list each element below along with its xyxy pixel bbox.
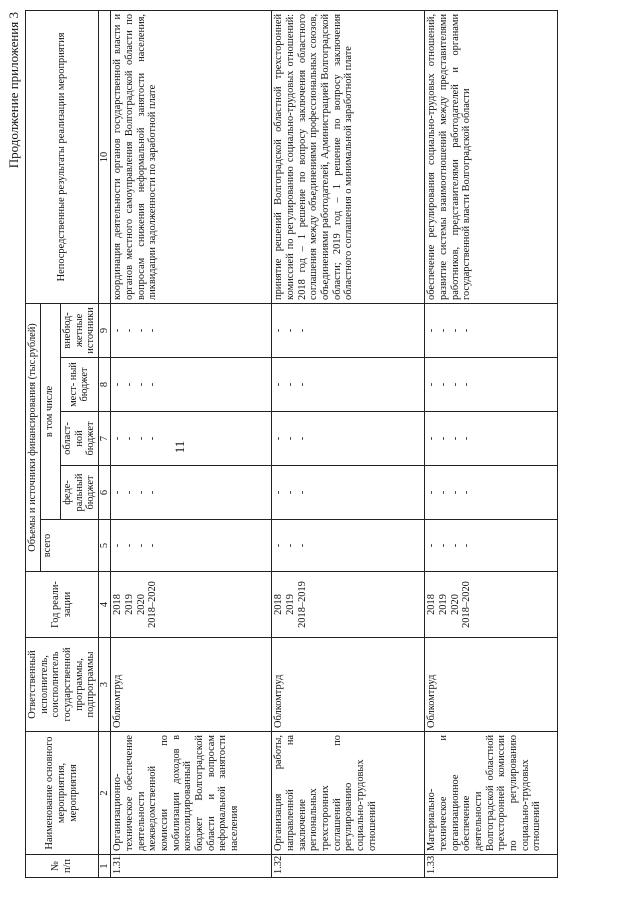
local-cell — [111, 358, 272, 412]
header-in-that-number: в том числе — [40, 303, 60, 519]
amount-value: - — [147, 436, 159, 441]
year-value: 2019 — [438, 594, 450, 615]
federal-cell — [272, 466, 425, 520]
column-number: 6 — [98, 466, 111, 520]
amount-value: - — [438, 382, 450, 387]
header-total: всего — [40, 520, 98, 572]
federal-cell — [425, 466, 558, 520]
years-cell — [272, 572, 425, 638]
amount-value: - — [135, 543, 147, 548]
amount-value: - — [285, 436, 297, 441]
column-number: 9 — [98, 303, 111, 357]
header-regional: област- ной бюджет — [60, 412, 98, 466]
amount-value: - — [124, 328, 136, 333]
amount-value: - — [426, 490, 438, 495]
table-row — [425, 10, 558, 877]
column-number: 4 — [98, 572, 111, 638]
amount-value: - — [438, 436, 450, 441]
header-funding-group: Объемы и источники финансирования (тыс.рублей) — [26, 303, 41, 571]
year-value: 2019 — [285, 594, 297, 615]
local-cell — [425, 358, 558, 412]
amount-value: - — [124, 382, 136, 387]
column-number: 3 — [98, 638, 111, 732]
continuation-label: Продолжение приложения 3 — [6, 12, 21, 169]
amount-value: - — [112, 328, 124, 333]
amount-value: - — [426, 543, 438, 548]
activity-result: обеспечение регулирования социально-трудовых отношений, развитие системы взаимоотношений между представителями работников, представителями работодателей и органами государственной власти Волгоградской области — [425, 10, 558, 303]
amount-value: - — [112, 382, 124, 387]
amount-value: - — [296, 382, 308, 387]
executor: Облкомтруд — [272, 638, 425, 732]
amount-value: - — [461, 382, 473, 387]
table-row — [272, 10, 425, 877]
amount-value: - — [461, 490, 473, 495]
amount-value: - — [296, 328, 308, 333]
header-year: Год реали- зации — [26, 572, 99, 638]
extra-cell — [425, 303, 558, 357]
table-row — [111, 10, 272, 877]
activity-name: Материально-техническое и организационное обеспечение деятельности Волгоградской областной трехсторонней комиссии по регулированию социально-трудовых отношений — [425, 732, 558, 855]
amount-value: - — [273, 328, 285, 333]
column-number: 5 — [98, 520, 111, 572]
column-number: 8 — [98, 358, 111, 412]
amount-value: - — [461, 436, 473, 441]
row-number: 1.32. — [272, 855, 425, 878]
amount-value: - — [449, 543, 461, 548]
amount-value: - — [273, 490, 285, 495]
program-activities-table — [25, 10, 558, 878]
activity-name: Организация работы, направленной на заключение региональных трехсторонних соглашений по регулированию социально-трудовых отношений — [272, 732, 425, 855]
amount-value: - — [296, 490, 308, 495]
activity-result: принятие решений Волгоградской областной трехсторонней комиссией по регулированию социально-трудовых отношений: 2018 год – 1 решение по вопросу заключения областного соглашения между объединениями профессиональных союзов, объединениями работодателей, Администрацией Волгоградской области; 2019 год – 1 решение по вопросу заключения областного соглашения о минимальной заработной плате — [272, 10, 425, 303]
total-cell — [272, 520, 425, 572]
regional-cell — [425, 412, 558, 466]
year-value: 2018 — [112, 594, 124, 615]
amount-value: - — [135, 436, 147, 441]
year-value: 2018–2019 — [296, 581, 308, 628]
executor: Облкомтруд — [111, 638, 272, 732]
amount-value: - — [438, 328, 450, 333]
header-federal: феде- ральный бюджет — [60, 466, 98, 520]
amount-value: - — [296, 543, 308, 548]
page-number: 11 — [172, 440, 187, 454]
amount-value: - — [296, 436, 308, 441]
amount-value: - — [273, 543, 285, 548]
amount-value: - — [461, 328, 473, 333]
year-value: 2018–2020 — [147, 581, 159, 628]
amount-value: - — [147, 328, 159, 333]
header-result: Непосредственные результаты реализации мероприятия — [26, 10, 99, 303]
amount-value: - — [147, 382, 159, 387]
regional-cell — [272, 412, 425, 466]
local-cell — [272, 358, 425, 412]
header-local: мест- ный бюджет — [60, 358, 98, 412]
year-value: 2018–2020 — [461, 581, 473, 628]
federal-cell — [111, 466, 272, 520]
amount-value: - — [135, 328, 147, 333]
amount-value: - — [285, 382, 297, 387]
amount-value: - — [124, 490, 136, 495]
column-number: 10 — [98, 10, 111, 303]
amount-value: - — [449, 382, 461, 387]
activity-name: Организационно-техническое обеспечение деятельности межведомственной комиссии по мобилизации доходов в консолидированный бюджет Волгоградской области и вопросам неформальной занятости населения — [111, 732, 272, 855]
row-number: 1.33. — [425, 855, 558, 878]
amount-value: - — [135, 490, 147, 495]
amount-value: - — [449, 328, 461, 333]
total-cell — [425, 520, 558, 572]
amount-value: - — [426, 382, 438, 387]
amount-value: - — [112, 543, 124, 548]
amount-value: - — [285, 490, 297, 495]
extra-cell — [272, 303, 425, 357]
column-number: 2 — [98, 732, 111, 855]
amount-value: - — [461, 543, 473, 548]
extra-cell — [111, 303, 272, 357]
total-cell — [111, 520, 272, 572]
header-name: Наименование основного мероприятия, мероприятия — [26, 732, 99, 855]
year-value: 2018 — [426, 594, 438, 615]
amount-value: - — [147, 543, 159, 548]
executor: Облкомтруд — [425, 638, 558, 732]
column-number: 7 — [98, 412, 111, 466]
amount-value: - — [147, 490, 159, 495]
year-value: 2020 — [135, 594, 147, 615]
amount-value: - — [124, 543, 136, 548]
amount-value: - — [273, 436, 285, 441]
amount-value: - — [124, 436, 136, 441]
amount-value: - — [426, 436, 438, 441]
amount-value: - — [135, 382, 147, 387]
column-number: 1 — [98, 855, 111, 878]
header-extra: внебюд- жетные источники — [60, 303, 98, 357]
column-numbers-row — [98, 10, 111, 877]
activity-result: координация деятельности органов государственной власти и органов местного самоуправления Волгоградской области по вопросам снижения неформальной занятости населения, ликвидации задолженности по заработной плате — [111, 10, 272, 303]
header-executor: Ответственный исполнитель, соисполнитель государственной программы, подпрограммы — [26, 638, 99, 732]
row-number: 1.31. — [111, 855, 272, 878]
amount-value: - — [438, 490, 450, 495]
year-value: 2019 — [124, 594, 136, 615]
amount-value: - — [449, 436, 461, 441]
amount-value: - — [449, 490, 461, 495]
regional-cell — [111, 412, 272, 466]
amount-value: - — [112, 490, 124, 495]
amount-value: - — [273, 382, 285, 387]
header-num: № п/п — [26, 855, 99, 878]
years-cell — [425, 572, 558, 638]
years-cell — [111, 572, 272, 638]
amount-value: - — [426, 328, 438, 333]
amount-value: - — [285, 328, 297, 333]
amount-value: - — [112, 436, 124, 441]
year-value: 2018 — [273, 594, 285, 615]
amount-value: - — [438, 543, 450, 548]
amount-value: - — [285, 543, 297, 548]
year-value: 2020 — [449, 594, 461, 615]
